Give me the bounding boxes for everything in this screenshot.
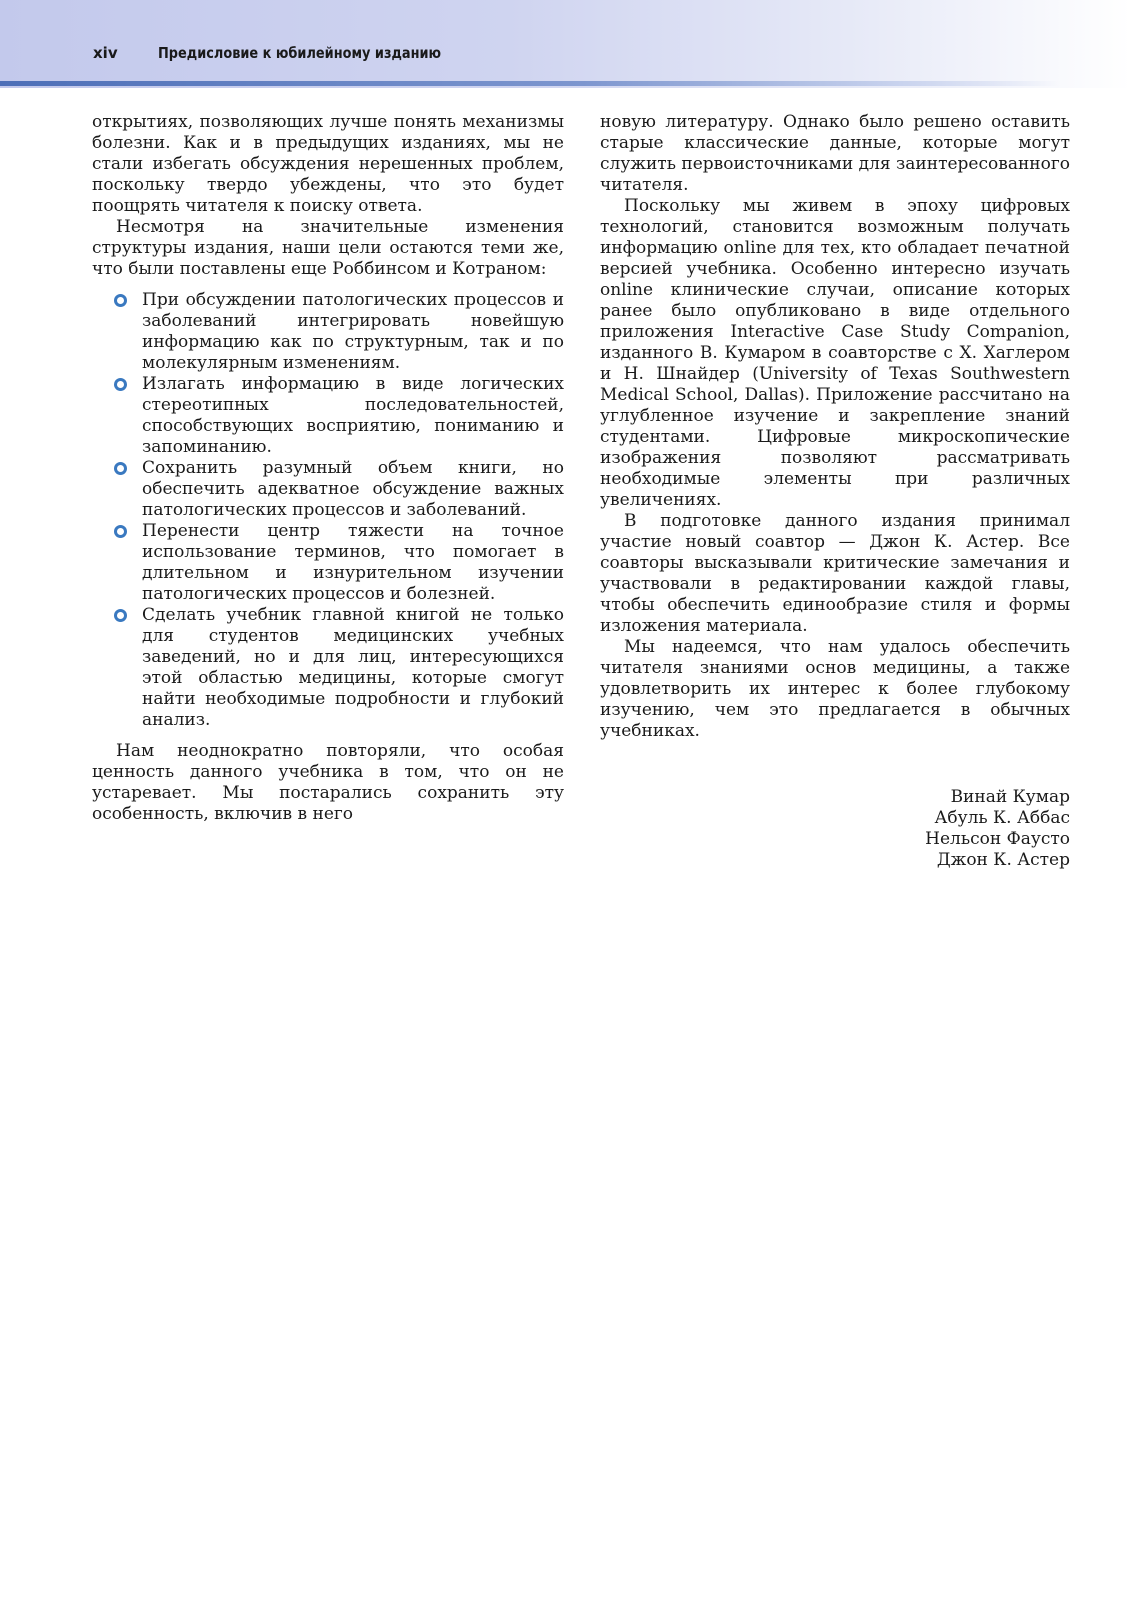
list-item-text: Сохранить разумный объем книги, но обеспечить адекватное обсуждение важных патологических процессов и заболеваний. — [142, 458, 564, 520]
left-column — [92, 112, 564, 825]
list-item — [92, 521, 564, 605]
bullet-circle-icon — [114, 378, 127, 391]
right-column — [600, 112, 1070, 871]
paragraph: Несмотря на значительные изменения структуры издания, наши цели остаются теми же, что были поставлены еще Роббинсом и Котраном: — [92, 217, 564, 279]
paragraph: Мы надеемся, что нам удалось обеспечить читателя знаниями основ медицины, а также удовлетворить их интерес к более глубокому изучению, чем это предлагается в обычных учебниках. — [600, 637, 1070, 741]
bullet-circle-icon — [114, 462, 127, 475]
bullet-circle-icon — [114, 294, 127, 307]
running-title: Предисловие к юбилейному изданию — [158, 44, 442, 62]
list-item-text: Перенести центр тяжести на точное использование терминов, что помогает в длительном и изнурительном изучении патологических процессов и болезней. — [142, 521, 564, 604]
page-header — [0, 0, 1131, 88]
paragraph: Поскольку мы живем в эпоху цифровых технологий, становится возможным получать информацию online для тех, кто обладает печатной версией учебника. Особенно интересно изучать online клинические случаи, описание которых ранее было опубликовано в виде отдельного приложения Interactive Case Study Companion, изданного В. Кумаром в соавторстве с Х. Хаглером и Н. Шнайдер (University of Texas Southwestern Medical School, Dallas). Приложение рассчитано на углубленное изучение и закрепление знаний студентами. Цифровые микроскопические изображения позволяют рассматривать необходимые элементы при различных увеличениях. — [600, 196, 1070, 510]
bullet-circle-icon — [114, 525, 127, 538]
paragraph: В подготовке данного издания принимал участие новый соавтор — Джон К. Астер. Все соавторы высказывали критические замечания и участвовали в редактировании каждой главы, чтобы обеспечить единообразие стиля и формы изложения материала. — [600, 511, 1070, 636]
list-item — [92, 458, 564, 521]
bullet-circle-icon — [114, 609, 127, 622]
list-item — [92, 290, 564, 374]
paragraph: Нам неоднократно повторяли, что особая ценность данного учебника в том, что он не устаревает. Мы постарались сохранить эту особенность, включив в него — [92, 741, 564, 824]
list-item — [92, 374, 564, 458]
paragraph: новую литературу. Однако было решено оставить старые классические данные, которые могут служить первоисточниками для заинтересованного читателя. — [600, 112, 1070, 195]
header-rule — [0, 81, 1060, 86]
list-item-text: Излагать информацию в виде логических стереотипных последовательностей, способствующих восприятию, пониманию и запоминанию. — [142, 374, 564, 457]
goals-list — [92, 290, 564, 731]
page-number: xiv — [93, 44, 118, 62]
paragraph: открытиях, позволяющих лучше понять механизмы болезни. Как и в предыдущих изданиях, мы не стали избегать обсуждения нерешенных проблем, поскольку твердо убеждены, что это будет поощрять читателя к поиску ответа. — [92, 112, 564, 216]
list-item-text: При обсуждении патологических процессов и заболеваний интегрировать новейшую информацию как по структурным, так и по молекулярным изменениям. — [142, 290, 564, 373]
author-name: Винай Кумар — [950, 787, 1070, 807]
author-name: Абуль К. Аббас — [934, 808, 1070, 828]
list-item — [92, 605, 564, 731]
list-item-text: Сделать учебник главной книгой не только для студентов медицинских учебных заведений, но и для лиц, интересующихся этой областью медицины, которые смогут найти необходимые подробности и глубокий анализ. — [142, 605, 564, 730]
author-signatures — [600, 787, 1070, 871]
author-name: Нельсон Фаусто — [925, 829, 1070, 849]
author-name: Джон К. Астер — [936, 850, 1070, 870]
